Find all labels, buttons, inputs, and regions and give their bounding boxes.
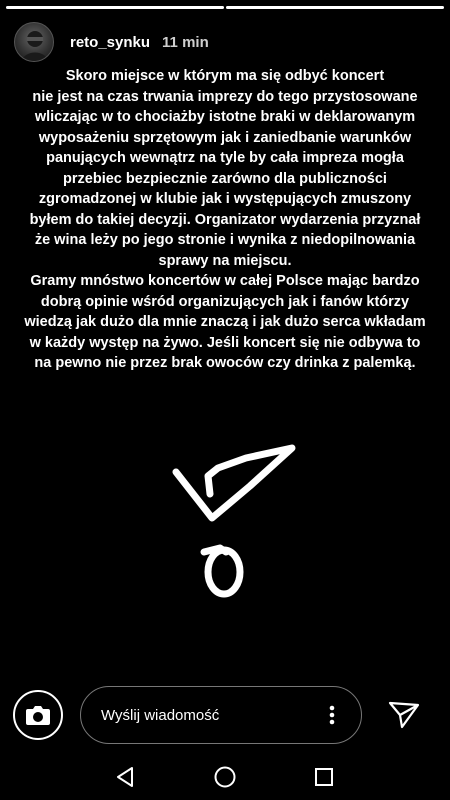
story-text-line: sprawy na miejscu. [158,252,292,269]
nav-home-icon [213,765,237,789]
story-text-line: byłem do takiej decyzji. Organizator wydarzenia przyznał [29,211,421,228]
nav-back-button[interactable] [112,764,138,790]
story-time: 11 min [162,33,209,51]
story-text-line: panujących wewnątrz na tyle by cała impreza mogła [46,150,404,166]
camera-button[interactable] [13,690,63,740]
more-vertical-icon[interactable] [317,700,347,730]
nav-home-button[interactable] [212,764,238,790]
story-text-line: nie jest na czas trwania imprezy do tego przystosowane [32,88,418,105]
story-progress-bar-2 [226,6,444,9]
avatar[interactable] [14,22,54,62]
nav-back-icon [115,766,135,788]
story-reply-bar [0,684,450,746]
username[interactable]: reto_synku [70,33,151,51]
message-input[interactable] [80,686,362,744]
avatar-image [15,23,54,62]
story-text [12,66,438,374]
story-header [14,22,209,62]
message-placeholder: Wyślij wiadomość [101,706,220,724]
story-text-line: przebiec bezpiecznie zarówno dla publiczności [63,170,387,187]
nav-recents-button[interactable] [311,764,337,790]
story-text-line: wiedzą jak dużo dla mnie znaczą i jak dużo serca wkładam [24,314,426,330]
story-text-line: wliczając w to chociażby istotne braki w deklarowanym [34,109,416,125]
story-text-line: na pewno nie przez brak owoców czy drinka z palemką. [34,355,416,371]
hand-drawn-doodle [150,430,310,610]
story-text-line: Skoro miejsce w którym ma się odbyć koncert [65,68,385,84]
story-text-line: że wina leży po jego stronie i wynika z niedopilnowania [34,232,416,248]
story-text-line: dobrą opinie wśród organizujących jak i fanów którzy [40,293,410,310]
story-text-line: Gramy mnóstwo koncertów w całej Polsce mając bardzo [30,273,420,289]
system-navigation-bar [0,752,450,800]
story-progress-bar-1 [6,6,224,9]
story-text-line: wyposażeniu sprzętowym jak i zaniedbanie warunków [38,129,412,146]
camera-icon [25,704,51,726]
story-text-line: zgromadzonej w klubie jak i występujących zmuszony [38,191,412,207]
send-icon [388,701,420,729]
nav-recents-icon [314,767,334,787]
story-text-line: w każdy występ na żywo. Jeśli koncert się nie odbywa to [29,334,421,351]
send-button[interactable] [386,698,422,732]
